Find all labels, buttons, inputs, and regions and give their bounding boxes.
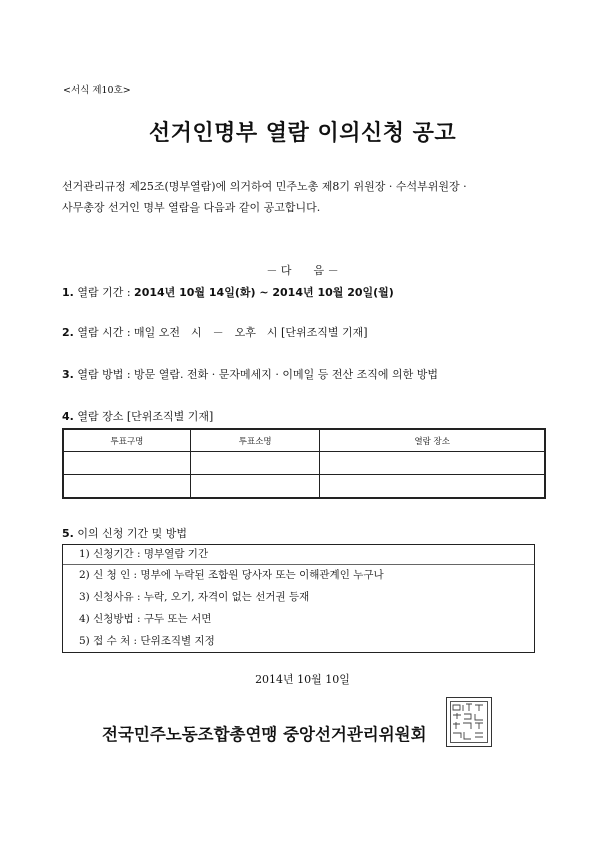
item-number: 4. (62, 410, 74, 423)
intro-line-1: 선거관리규정 제25조(명부열람)에 의거하여 민주노총 제8기 위원장 · 수석부위원장 · (62, 180, 467, 193)
table-cell (63, 452, 190, 475)
list-item: 1) 신청기간 : 명부열람 기간 (63, 545, 534, 565)
table-cell (190, 475, 319, 499)
item-text: 열람 시간 : 매일 오전 시 － 오후 시 [단위조직별 기재] (77, 326, 368, 339)
list-item: 5) 접 수 처 : 단위조직별 지정 (79, 635, 215, 647)
objection-method-box (62, 544, 535, 653)
table-row (63, 452, 545, 475)
table-cell (190, 452, 319, 475)
seal-glyphs (450, 701, 487, 742)
item-number: 5. (62, 527, 74, 540)
announcement-date: 2014년 10월 10일 (255, 673, 350, 686)
column-header: 투표소명 (190, 429, 319, 452)
item-viewing-place (62, 408, 213, 424)
item-viewing-time (62, 324, 368, 340)
item-number: 2. (62, 326, 74, 339)
period-value: 2014년 10월 14일(화) ~ 2014년 10월 20일(월) (134, 286, 394, 299)
viewing-place-table (62, 428, 546, 499)
item-viewing-period (62, 284, 394, 300)
item-viewing-method (62, 366, 438, 382)
official-seal-icon (446, 697, 492, 747)
organization-name: 전국민주노동조합총연맹 중앙선거관리위원회 (102, 725, 427, 744)
da-eum-heading: － 다 음 － (266, 264, 339, 277)
table-cell (320, 475, 545, 499)
item-text: 열람 장소 [단위조직별 기재] (77, 410, 214, 423)
list-item: 2) 신 청 인 : 명부에 누락된 조합원 당사자 또는 이해관계인 누구나 (79, 569, 384, 581)
table-cell (63, 475, 190, 499)
document-title: 선거인명부 열람 이의신청 공고 (148, 121, 457, 146)
column-header: 투표구명 (63, 429, 190, 452)
item-number: 1. (62, 286, 74, 299)
item-objection (62, 525, 187, 541)
item-text: 이의 신청 기간 및 방법 (77, 527, 187, 540)
table-row (63, 475, 545, 499)
intro-paragraph (62, 176, 562, 218)
list-item: 4) 신청방법 : 구두 또는 서면 (79, 613, 212, 625)
item-text: 열람 방법 : 방문 열람. 전화 · 문자메세지 · 이메일 등 전산 조직에 의한 방법 (77, 368, 439, 381)
table-cell (320, 452, 545, 475)
item-label: 열람 기간 : (77, 286, 135, 299)
table-header-row (63, 429, 545, 452)
column-header: 열람 장소 (320, 429, 545, 452)
item-number: 3. (62, 368, 74, 381)
list-item: 3) 신청사유 : 누락, 오기, 자격이 없는 선거권 등재 (79, 591, 310, 603)
form-number: <서식 제10호> (63, 85, 131, 96)
intro-line-2: 사무총장 선거인 명부 열람을 다음과 같이 공고합니다. (62, 201, 321, 214)
